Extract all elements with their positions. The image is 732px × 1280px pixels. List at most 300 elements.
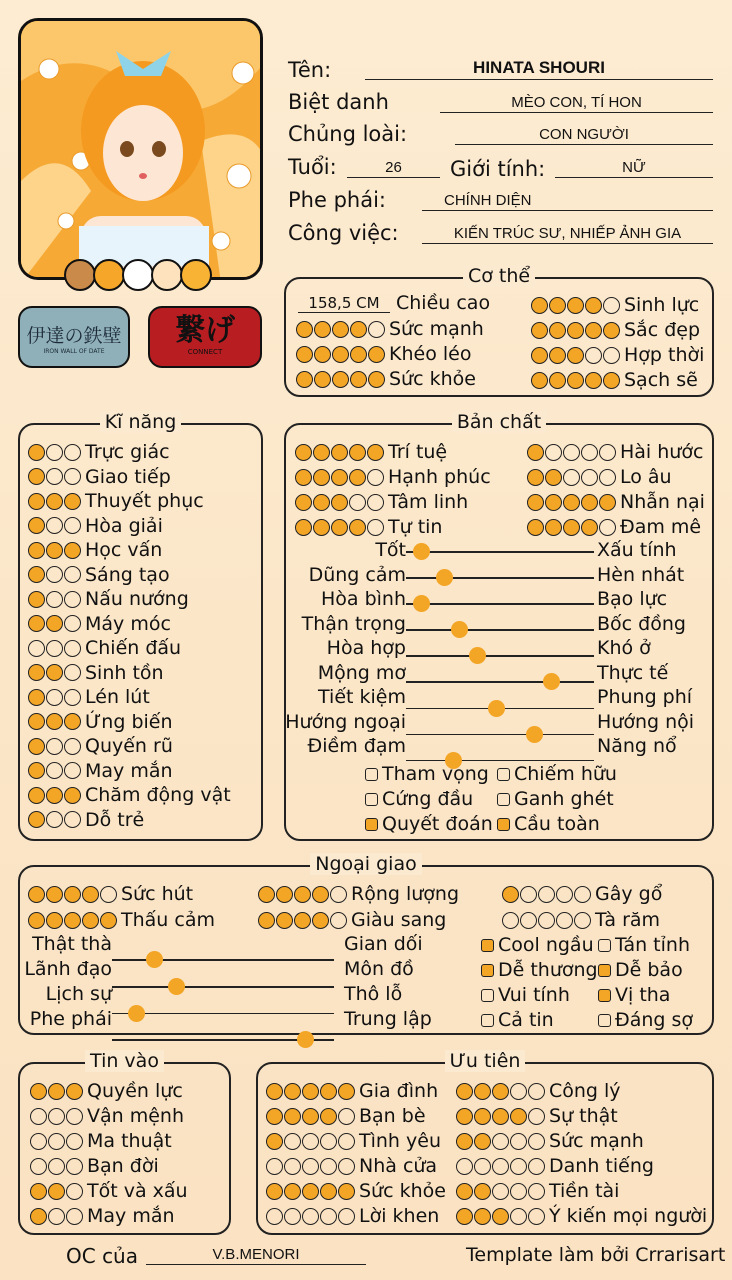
rating-dot[interactable] [294,886,311,903]
rating-dots[interactable] [527,494,616,511]
rating-dots[interactable] [266,1083,355,1100]
rating-dots[interactable] [258,886,347,903]
rating-dot[interactable] [599,469,616,486]
rating-dot[interactable] [28,811,45,828]
rating-dots[interactable] [28,886,117,903]
rating-dots[interactable] [531,347,620,364]
rating-dot[interactable] [64,444,81,461]
rating-dot[interactable] [350,346,367,363]
rating-dot[interactable] [545,469,562,486]
trait-slider[interactable] [112,986,334,988]
trait-checkbox[interactable] [598,959,683,981]
rating-dot[interactable] [28,912,45,929]
rating-dot[interactable] [266,1133,283,1150]
rating-dot[interactable] [66,1158,83,1175]
trait-slider[interactable] [406,603,594,605]
rating-dot[interactable] [46,615,63,632]
rating-dot[interactable] [320,1083,337,1100]
trait-checkbox[interactable] [497,813,600,835]
rating-dots[interactable] [28,591,81,608]
rating-dot[interactable] [531,372,548,389]
rating-dot[interactable] [28,713,45,730]
rating-dot[interactable] [338,1083,355,1100]
rating-dot[interactable] [367,469,384,486]
rating-dot[interactable] [313,469,330,486]
rating-dots[interactable] [28,542,81,559]
rating-dot[interactable] [46,566,63,583]
rating-dot[interactable] [538,886,555,903]
rating-dot[interactable] [295,469,312,486]
rating-dot[interactable] [574,912,591,929]
rating-dot[interactable] [313,494,330,511]
checkbox-icon[interactable] [365,768,378,781]
rating-dot[interactable] [30,1108,47,1125]
rating-dot[interactable] [46,468,63,485]
rating-dot[interactable] [599,494,616,511]
checkbox-icon[interactable] [598,939,611,952]
rating-dot[interactable] [296,321,313,338]
rating-dot[interactable] [64,640,81,657]
rating-dot[interactable] [100,912,117,929]
rating-dot[interactable] [474,1108,491,1125]
rating-dot[interactable] [64,713,81,730]
rating-dots[interactable] [28,713,81,730]
rating-dot[interactable] [528,1133,545,1150]
rating-dot[interactable] [320,1108,337,1125]
slider-knob[interactable] [413,543,430,560]
rating-dot[interactable] [48,1183,65,1200]
rating-dot[interactable] [28,591,45,608]
rating-dots[interactable] [531,372,620,389]
rating-dot[interactable] [338,1133,355,1150]
rating-dot[interactable] [28,689,45,706]
rating-dots[interactable] [30,1158,83,1175]
rating-dot[interactable] [258,912,275,929]
rating-dots[interactable] [502,886,591,903]
rating-dot[interactable] [549,347,566,364]
rating-dot[interactable] [46,444,63,461]
rating-dots[interactable] [296,321,385,338]
rating-dot[interactable] [64,468,81,485]
rating-dots[interactable] [30,1108,83,1125]
rating-dot[interactable] [46,591,63,608]
rating-dot[interactable] [332,346,349,363]
rating-dot[interactable] [603,322,620,339]
rating-dot[interactable] [302,1133,319,1150]
rating-dot[interactable] [474,1208,491,1225]
checkbox-icon[interactable] [365,793,378,806]
rating-dot[interactable] [302,1083,319,1100]
rating-dot[interactable] [46,493,63,510]
rating-dots[interactable] [295,444,384,461]
rating-dot[interactable] [474,1158,491,1175]
rating-dot[interactable] [581,469,598,486]
rating-dots[interactable] [28,468,81,485]
rating-dot[interactable] [302,1208,319,1225]
rating-dot[interactable] [296,346,313,363]
rating-dot[interactable] [46,542,63,559]
rating-dot[interactable] [492,1108,509,1125]
rating-dot[interactable] [528,1183,545,1200]
trait-checkbox[interactable] [365,788,473,810]
rating-dot[interactable] [66,1183,83,1200]
rating-dot[interactable] [510,1133,527,1150]
rating-dot[interactable] [266,1108,283,1125]
rating-dot[interactable] [28,566,45,583]
rating-dot[interactable] [531,347,548,364]
rating-dots[interactable] [456,1133,545,1150]
rating-dot[interactable] [312,912,329,929]
trait-slider[interactable] [406,681,594,683]
rating-dot[interactable] [320,1158,337,1175]
rating-dot[interactable] [284,1158,301,1175]
rating-dot[interactable] [510,1158,527,1175]
rating-dot[interactable] [46,886,63,903]
rating-dot[interactable] [549,297,566,314]
rating-dot[interactable] [64,912,81,929]
rating-dot[interactable] [456,1183,473,1200]
rating-dot[interactable] [349,519,366,536]
rating-dots[interactable] [527,519,616,536]
rating-dots[interactable] [30,1208,83,1225]
rating-dot[interactable] [302,1183,319,1200]
rating-dot[interactable] [64,689,81,706]
slider-knob[interactable] [128,1005,145,1022]
rating-dot[interactable] [302,1108,319,1125]
rating-dot[interactable] [474,1133,491,1150]
rating-dot[interactable] [492,1133,509,1150]
rating-dot[interactable] [549,322,566,339]
rating-dot[interactable] [331,519,348,536]
checkbox-icon[interactable] [598,1014,611,1027]
rating-dots[interactable] [28,566,81,583]
rating-dot[interactable] [28,542,45,559]
rating-dot[interactable] [520,886,537,903]
rating-dot[interactable] [567,322,584,339]
rating-dots[interactable] [258,912,347,929]
rating-dot[interactable] [331,444,348,461]
rating-dot[interactable] [545,494,562,511]
rating-dot[interactable] [492,1083,509,1100]
rating-dot[interactable] [330,912,347,929]
rating-dot[interactable] [284,1108,301,1125]
rating-dot[interactable] [64,738,81,755]
slider-knob[interactable] [436,569,453,586]
rating-dot[interactable] [567,347,584,364]
rating-dot[interactable] [66,1083,83,1100]
rating-dot[interactable] [294,912,311,929]
rating-dot[interactable] [492,1183,509,1200]
rating-dot[interactable] [599,444,616,461]
rating-dots[interactable] [296,346,385,363]
rating-dot[interactable] [66,1108,83,1125]
rating-dot[interactable] [563,444,580,461]
trait-slider[interactable] [112,1013,334,1015]
trait-checkbox[interactable] [497,788,614,810]
rating-dot[interactable] [603,347,620,364]
rating-dots[interactable] [295,519,384,536]
rating-dot[interactable] [350,321,367,338]
trait-checkbox[interactable] [481,959,598,981]
rating-dot[interactable] [28,738,45,755]
rating-dot[interactable] [563,519,580,536]
rating-dot[interactable] [563,469,580,486]
rating-dot[interactable] [276,886,293,903]
rating-dot[interactable] [48,1158,65,1175]
checkbox-icon[interactable] [497,818,510,831]
rating-dots[interactable] [28,689,81,706]
rating-dot[interactable] [368,321,385,338]
rating-dot[interactable] [46,738,63,755]
rating-dots[interactable] [28,664,81,681]
rating-dot[interactable] [302,1158,319,1175]
trait-slider[interactable] [406,629,594,631]
rating-dot[interactable] [48,1108,65,1125]
rating-dot[interactable] [276,912,293,929]
rating-dot[interactable] [266,1158,283,1175]
checkbox-icon[interactable] [598,989,611,1002]
rating-dot[interactable] [48,1208,65,1225]
rating-dots[interactable] [295,494,384,511]
rating-dot[interactable] [320,1133,337,1150]
rating-dot[interactable] [64,762,81,779]
rating-dot[interactable] [502,912,519,929]
rating-dot[interactable] [28,762,45,779]
rating-dot[interactable] [30,1183,47,1200]
rating-dot[interactable] [603,297,620,314]
rating-dot[interactable] [338,1208,355,1225]
rating-dots[interactable] [456,1108,545,1125]
rating-dot[interactable] [313,444,330,461]
rating-dot[interactable] [295,444,312,461]
checkbox-icon[interactable] [481,939,494,952]
rating-dot[interactable] [312,886,329,903]
slider-knob[interactable] [488,700,505,717]
rating-dot[interactable] [527,494,544,511]
trait-slider[interactable] [406,708,594,710]
rating-dot[interactable] [545,444,562,461]
rating-dot[interactable] [28,886,45,903]
rating-dot[interactable] [585,322,602,339]
rating-dot[interactable] [585,372,602,389]
rating-dot[interactable] [492,1158,509,1175]
rating-dots[interactable] [28,738,81,755]
rating-dots[interactable] [28,811,81,828]
trait-slider[interactable] [406,551,594,553]
rating-dot[interactable] [28,517,45,534]
checkbox-icon[interactable] [481,964,494,977]
rating-dots[interactable] [531,322,620,339]
trait-slider[interactable] [406,655,594,657]
rating-dot[interactable] [48,1083,65,1100]
rating-dot[interactable] [28,640,45,657]
rating-dot[interactable] [64,615,81,632]
rating-dot[interactable] [492,1208,509,1225]
rating-dot[interactable] [556,886,573,903]
rating-dot[interactable] [100,886,117,903]
rating-dot[interactable] [528,1208,545,1225]
rating-dot[interactable] [332,371,349,388]
rating-dot[interactable] [64,787,81,804]
rating-dot[interactable] [585,297,602,314]
checkbox-icon[interactable] [497,768,510,781]
rating-dot[interactable] [66,1133,83,1150]
rating-dots[interactable] [531,297,620,314]
rating-dot[interactable] [581,494,598,511]
checkbox-icon[interactable] [481,989,494,1002]
rating-dot[interactable] [349,444,366,461]
rating-dot[interactable] [456,1158,473,1175]
rating-dot[interactable] [556,912,573,929]
slider-knob[interactable] [451,621,468,638]
rating-dot[interactable] [30,1083,47,1100]
trait-checkbox[interactable] [598,934,690,956]
rating-dot[interactable] [338,1183,355,1200]
checkbox-icon[interactable] [365,818,378,831]
rating-dot[interactable] [510,1108,527,1125]
rating-dots[interactable] [30,1083,83,1100]
rating-dot[interactable] [567,372,584,389]
rating-dot[interactable] [46,664,63,681]
trait-slider[interactable] [112,959,334,961]
rating-dot[interactable] [567,297,584,314]
rating-dot[interactable] [314,371,331,388]
rating-dot[interactable] [28,468,45,485]
rating-dots[interactable] [28,444,81,461]
rating-dot[interactable] [295,494,312,511]
rating-dot[interactable] [320,1208,337,1225]
rating-dot[interactable] [30,1208,47,1225]
rating-dots[interactable] [456,1208,545,1225]
rating-dot[interactable] [266,1208,283,1225]
rating-dot[interactable] [581,444,598,461]
rating-dots[interactable] [527,469,616,486]
rating-dot[interactable] [510,1208,527,1225]
rating-dot[interactable] [367,494,384,511]
rating-dot[interactable] [349,469,366,486]
rating-dot[interactable] [258,886,275,903]
rating-dot[interactable] [338,1108,355,1125]
rating-dot[interactable] [368,371,385,388]
rating-dot[interactable] [531,297,548,314]
trait-checkbox[interactable] [497,763,617,785]
rating-dot[interactable] [456,1133,473,1150]
rating-dot[interactable] [284,1083,301,1100]
rating-dots[interactable] [527,444,616,461]
rating-dot[interactable] [295,519,312,536]
rating-dots[interactable] [456,1183,545,1200]
rating-dot[interactable] [510,1183,527,1200]
rating-dot[interactable] [456,1208,473,1225]
trait-checkbox[interactable] [598,984,670,1006]
rating-dot[interactable] [474,1183,491,1200]
rating-dot[interactable] [603,372,620,389]
rating-dot[interactable] [367,444,384,461]
rating-dot[interactable] [528,1083,545,1100]
rating-dot[interactable] [528,1108,545,1125]
rating-dot[interactable] [331,469,348,486]
trait-slider[interactable] [406,760,594,762]
rating-dots[interactable] [266,1133,355,1150]
trait-checkbox[interactable] [365,813,493,835]
rating-dot[interactable] [46,640,63,657]
rating-dot[interactable] [527,519,544,536]
rating-dot[interactable] [64,886,81,903]
rating-dot[interactable] [64,566,81,583]
rating-dot[interactable] [474,1083,491,1100]
rating-dot[interactable] [349,494,366,511]
rating-dot[interactable] [330,886,347,903]
checkbox-icon[interactable] [598,964,611,977]
slider-knob[interactable] [526,726,543,743]
rating-dot[interactable] [48,1133,65,1150]
rating-dots[interactable] [30,1133,83,1150]
rating-dot[interactable] [64,517,81,534]
rating-dot[interactable] [64,591,81,608]
rating-dot[interactable] [320,1183,337,1200]
rating-dot[interactable] [545,519,562,536]
rating-dot[interactable] [284,1208,301,1225]
rating-dots[interactable] [28,640,81,657]
rating-dot[interactable] [46,912,63,929]
trait-checkbox[interactable] [365,763,489,785]
rating-dot[interactable] [527,444,544,461]
rating-dot[interactable] [284,1183,301,1200]
rating-dot[interactable] [528,1158,545,1175]
rating-dot[interactable] [28,493,45,510]
rating-dots[interactable] [502,912,591,929]
trait-slider[interactable] [406,734,594,736]
trait-slider[interactable] [406,577,594,579]
rating-dots[interactable] [295,469,384,486]
rating-dot[interactable] [66,1208,83,1225]
rating-dot[interactable] [332,321,349,338]
rating-dot[interactable] [64,493,81,510]
rating-dot[interactable] [456,1083,473,1100]
rating-dots[interactable] [266,1158,355,1175]
rating-dot[interactable] [367,519,384,536]
rating-dot[interactable] [585,347,602,364]
rating-dot[interactable] [456,1108,473,1125]
rating-dot[interactable] [296,371,313,388]
rating-dot[interactable] [28,615,45,632]
rating-dot[interactable] [574,886,591,903]
rating-dots[interactable] [456,1083,545,1100]
rating-dot[interactable] [350,371,367,388]
rating-dot[interactable] [82,912,99,929]
rating-dot[interactable] [46,762,63,779]
trait-checkbox[interactable] [481,1009,554,1031]
rating-dots[interactable] [28,493,81,510]
trait-checkbox[interactable] [598,1009,693,1031]
rating-dot[interactable] [599,519,616,536]
rating-dot[interactable] [46,713,63,730]
rating-dot[interactable] [331,494,348,511]
rating-dot[interactable] [266,1083,283,1100]
rating-dot[interactable] [313,519,330,536]
rating-dot[interactable] [64,542,81,559]
rating-dot[interactable] [28,664,45,681]
rating-dots[interactable] [266,1208,355,1225]
checkbox-icon[interactable] [481,1014,494,1027]
checkbox-icon[interactable] [497,793,510,806]
rating-dot[interactable] [82,886,99,903]
rating-dot[interactable] [502,886,519,903]
rating-dot[interactable] [527,469,544,486]
rating-dot[interactable] [520,912,537,929]
rating-dot[interactable] [368,346,385,363]
rating-dot[interactable] [563,494,580,511]
